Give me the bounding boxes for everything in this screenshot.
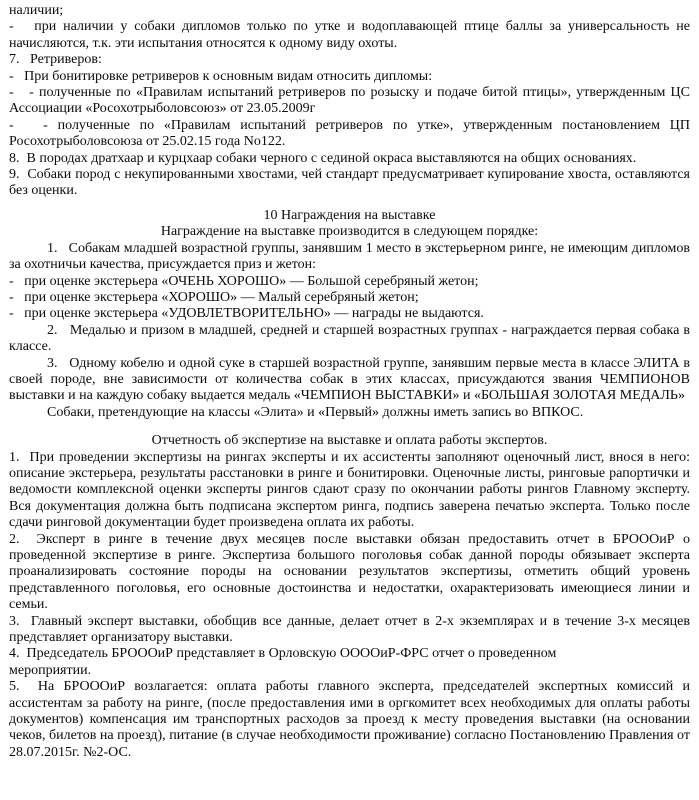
paragraph: Собаки, претендующие на классы «Элита» и «Первый» должны иметь запись во ВПКОС. xyxy=(47,404,584,420)
paragraph: 5. На БРОООиР возлагается: оплата работы главного эксперта, председателей экспертных комиссий и ассистентам за работу на ринге, (после предоставления ими в оргкомитет всех необходимых для оплаты работы документов) компенсация им транспортных расходов за проезд к месту проведения выставки (на основании чеков, билетов на проезд), питание (в случае необходимости проживание) согласно Постановлению Правления от 28.07.2015г. №2-ОС. xyxy=(9,679,690,760)
paragraph: 2. Медалью и призом в младшей, средней и старшей возрастных группах - награждается первая собака в классе. xyxy=(9,322,690,355)
paragraph: 7. Ретриверов: xyxy=(9,52,102,68)
paragraph: - - полученные по «Правилам испытаний ретриверов по утке», утвержденным постановлением ЦП Росохотрыболовсоюза от 25.02.15 года No122. xyxy=(9,117,690,150)
paragraph: 9. Собаки пород с некупированными хвостами, чей стандарт предусматривает купирование хвоста, оставляются без оценки. xyxy=(9,167,690,199)
paragraph: - при наличии у собаки дипломов только по утке и водоплавающей птице баллы за универсальность не начисляются, т.к. эти испытания относятся к одному виду охоты. xyxy=(9,19,690,51)
paragraph: 1. При проведении экспертизы на рингах эксперты и их ассистенты заполняют оценочный лист, внося в него: описание экстерьера, результаты расстановки в ринге и бонитировки. Оценочные листы, ринговые рапортички и ведомости комплексной оценки эксперты рингов сдают сразу по окончании работы рингов Главному эксперту. Вся документация должна быть подписана экспертом ринга, подпись заверена печатью эксперта. Только после сдачи ринговой документации будет произведена оплата их работы. xyxy=(9,449,690,531)
section-heading: Награждение на выставке производится в следующем порядке: xyxy=(160,224,539,240)
paragraph: - При бонитировке ретриверов к основным видам относить дипломы: xyxy=(9,68,433,84)
paragraph: 3. Одному кобелю и одной суке в старшей возрастной группе, занявшим первые места в классе ЭЛИТА в своей породе, вне зависимости от количества собак в этих классах, присуждаются звания ЧЕМПИОНОВ выставки и на каждую собаку выдается медаль «ЧЕМПИОН ВЫСТАВКИ» и «БОЛЬШАЯ ЗОЛОТАЯ МЕДАЛЬ» xyxy=(9,355,690,404)
paragraph: 8. В породах дратхаар и курцхаар собаки черного с сединой окраса выставляются на общих основаниях. xyxy=(9,150,637,166)
section-heading: 10 Награждения на выставке xyxy=(263,207,436,223)
paragraph: 2. Эксперт в ринге в течение двух месяцев после выставки обязан предоставить отчет в БРОООиР о проведенной экспертизе в ринге. Экспертиза большого поголовья собак данной породы обязывает эксперта проанализировать состояние породы на основании результатов экспертизы, отметить общий уровень представленного поголовья, его основные достоинства и недостатки, охарактеризовать имеющиеся линии и семьи. xyxy=(9,531,690,613)
paragraph: 4. Председатель БРОООиР представляет в Орловскую ООООиР-ФРС отчет о проведенном xyxy=(9,646,557,662)
section-heading: Отчетность об экспертизе на выставке и оплата работы экспертов. xyxy=(151,433,548,449)
paragraph: мероприятии. xyxy=(9,662,92,678)
paragraph: - при оценке экстерьера «ОЧЕНЬ ХОРОШО» — Большой серебряный жетон; xyxy=(9,273,479,289)
paragraph: 1. Собакам младшей возрастной группы, занявшим 1 место в экстерьерном ринге, не имеющим дипломов за охотничьи качества, присуждается приз и жетон: xyxy=(9,240,690,273)
paragraph: - - полученные по «Правилам испытаний ретриверов по розыску и подаче битой птицы», утвержденным ЦС Ассоциации «Росохотрыболовсоюз» от 23.05.2009г xyxy=(9,85,690,117)
paragraph: - при оценке экстерьера «УДОВЛЕТВОРИТЕЛЬНО» — награды не выдаются. xyxy=(9,306,484,322)
paragraph: 3. Главный эксперт выставки, обобщив все данные, делает отчет в 2-х экземплярах и в течение 3-х месяцев представляет организатору выставки. xyxy=(9,613,690,646)
paragraph: наличии; xyxy=(9,3,64,18)
paragraph: - при оценке экстерьера «ХОРОШО» — Малый серебряный жетон; xyxy=(9,289,419,305)
